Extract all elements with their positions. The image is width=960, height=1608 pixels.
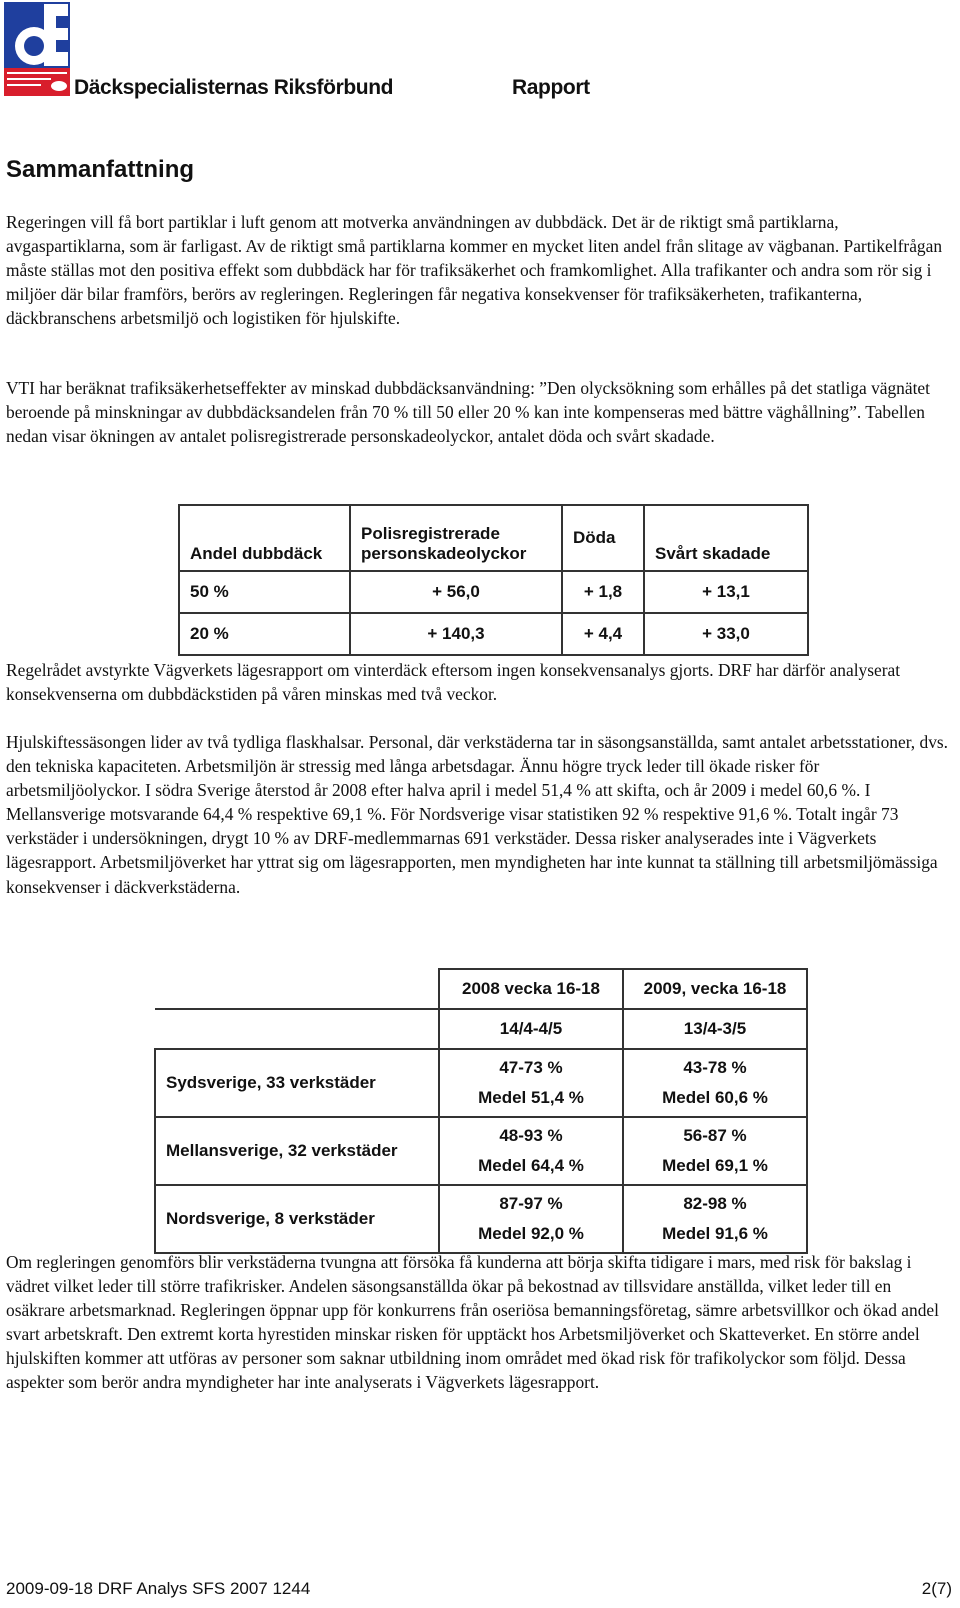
empty-cell bbox=[155, 969, 439, 1009]
date-cell: 14/4-4/5 bbox=[439, 1009, 623, 1049]
table-cell bbox=[623, 1049, 807, 1117]
header-cell: 2008 vecka 16-18 bbox=[439, 969, 623, 1009]
table-row bbox=[155, 1049, 807, 1117]
range-value: 56-87 % bbox=[683, 1126, 747, 1145]
table-cell bbox=[439, 1049, 623, 1117]
table-cell bbox=[439, 1117, 623, 1185]
table-row bbox=[179, 571, 808, 613]
table-cell: + 4,4 bbox=[562, 613, 644, 655]
header-cell: 2009, vecka 16-18 bbox=[623, 969, 807, 1009]
table-cell: + 56,0 bbox=[350, 571, 562, 613]
paragraph-vti: VTI har beräknat trafiksäkerhetseffekter av minskad dubbdäcksanvändning: ”Den olycksökning som erhålles på det statliga vägnätet beroende på minskningar av dubbdäcksandelen från 70 % till 50 eller 20 % kan inte kompenseras med bättre väghållning”. Tabellen nedan visar ökningen av antalet polisregistrerade personskadeolyckor, antalet döda och svårt skadade. bbox=[6, 378, 930, 447]
table-header-row bbox=[179, 505, 808, 571]
table-cell: 20 % bbox=[179, 613, 350, 655]
header-cell: Andel dubbdäck bbox=[179, 505, 350, 571]
region-cell: Nordsverige, 8 verkstäder bbox=[155, 1185, 439, 1253]
paragraph-regelradet: Regelrådet avstyrkte Vägverkets lägesrapport om vinterdäck eftersom ingen konsekvensanalys gjorts. DRF har därför analyserat konsekvenserna om dubbdäckstiden på våren minskas med två veckor. bbox=[6, 660, 901, 705]
footer-document-id: 2009-09-18 DRF Analys SFS 2007 1244 bbox=[6, 1579, 311, 1598]
header-cell: Polisregistrerade personskadeolyckor bbox=[350, 505, 562, 571]
mean-value: Medel 92,0 % bbox=[478, 1224, 584, 1243]
table-row bbox=[179, 613, 808, 655]
table-cell: + 1,8 bbox=[562, 571, 644, 613]
range-value: 82-98 % bbox=[683, 1194, 747, 1213]
traffic-safety-table bbox=[178, 504, 809, 656]
region-cell: Mellansverige, 32 verkstäder bbox=[155, 1117, 439, 1185]
range-value: 48-93 % bbox=[499, 1126, 563, 1145]
table-header-row bbox=[155, 969, 807, 1009]
mean-value: Medel 69,1 % bbox=[662, 1156, 768, 1175]
table-cell bbox=[439, 1185, 623, 1253]
mean-value: Medel 64,4 % bbox=[478, 1156, 584, 1175]
footer-page-number: 2(7) bbox=[921, 1579, 952, 1598]
date-cell: 13/4-3/5 bbox=[623, 1009, 807, 1049]
table-cell: 50 % bbox=[179, 571, 350, 613]
table-row bbox=[155, 1117, 807, 1185]
mean-value: Medel 91,6 % bbox=[662, 1224, 768, 1243]
mean-value: Medel 60,6 % bbox=[662, 1088, 768, 1107]
table-cell: + 33,0 bbox=[644, 613, 808, 655]
empty-cell bbox=[155, 1009, 439, 1049]
table-cell bbox=[623, 1185, 807, 1253]
tire-change-statistics-table bbox=[154, 968, 808, 1254]
organization-name: Däckspecialisternas Riksförbund bbox=[74, 76, 394, 99]
table-cell: + 140,3 bbox=[350, 613, 562, 655]
mean-value: Medel 51,4 % bbox=[478, 1088, 584, 1107]
paragraph-intro: Regeringen vill få bort partiklar i luft genom att motverka användningen av dubbdäck. Det är de riktigt små partiklarna, avgaspartiklarna, som är farligast. Av de riktigt små partiklarna kommer en mycket liten andel från slitage av vägbanan. Partikelfrågan måste ställas mot den positiva effekt som dubbdäck har för trafiksäkerhet och framkomlighet. Alla trafikanter och andra som rör sig i miljöer där bilar framförs, berörs av regleringen. Regleringen får negativa konsekvenser för trafiksäkerheten, trafikanterna, däckbranschens arbetsmiljö och logistiken för hjulskifte. bbox=[6, 212, 943, 329]
paragraph-hjulskifte: Hjulskiftessäsongen lider av två tydliga flaskhalsar. Personal, där verkstäderna tar in säsongsanställda, samt antalet arbetsstationer, dvs. den tekniska kapaciteten. Arbetsmiljön är stressig med långa arbetsdagar. Ännu högre tryck leder till ökade risker för arbetsmiljöolyckor. I södra Sverige återstod år 2008 efter halva april i medel 51,4 % att skifta, och år 2009 i medel 60,6 %. I Mellansverige motsvarande 64,4 % respektive 69,1 %. För Nordsverige visar statistiken 92 % respektive 91,6 %. Totalt ingår 73 verkstäder i undersökningen, drygt 10 % av DRF-medlemmarnas 691 verkstäder. Dessa risker analyserades inte i Vägverkets lägesrapport. Arbetsmiljöverket har yttrat sig om lägesrapporten, men myndigheten har inte kunnat ta ställning till arbetsmiljömässiga konsekvenser i däckverkstäderna. bbox=[6, 732, 949, 897]
table-cell: + 13,1 bbox=[644, 571, 808, 613]
range-value: 47-73 % bbox=[499, 1058, 563, 1077]
table-date-row bbox=[155, 1009, 807, 1049]
document-type: Rapport bbox=[512, 76, 590, 99]
range-value: 87-97 % bbox=[499, 1194, 563, 1213]
header-cell: Svårt skadade bbox=[644, 505, 808, 571]
range-value: 43-78 % bbox=[683, 1058, 747, 1077]
table-cell bbox=[623, 1117, 807, 1185]
paragraph-consequences: Om regleringen genomförs blir verkstäderna tvungna att försöka få kunderna att börja skifta tidigare i mars, med risk för bakslag i vädret vilket leder till större trafikrisker. Andelen säsongsanställda ökar på bekostnad av tillsvidare anställda, vilket leder till en osäkrare arbetsmarknad. Regleringen öppnar upp för konkurrens från oseriösa bemanningsföretag, sämre arbetsvillkor och ökad andel svart arbetskraft. Den extremt korta hyrestiden minskar risken för upptäckt hos Arbetsmiljöverket och Skatteverket. En större andel hjulskiften kommer att utföras av personer som saknar utbildning inom området med ökad risk för trafikolyckor som följd. Dessa aspekter som berör andra myndigheter har inte analyserats i Vägverkets lägesrapport. bbox=[6, 1252, 939, 1393]
drf-logo bbox=[4, 2, 70, 96]
page-title: Sammanfattning bbox=[6, 156, 195, 183]
header-cell: Döda bbox=[562, 505, 644, 571]
table-row bbox=[155, 1185, 807, 1253]
region-cell: Sydsverige, 33 verkstäder bbox=[155, 1049, 439, 1117]
